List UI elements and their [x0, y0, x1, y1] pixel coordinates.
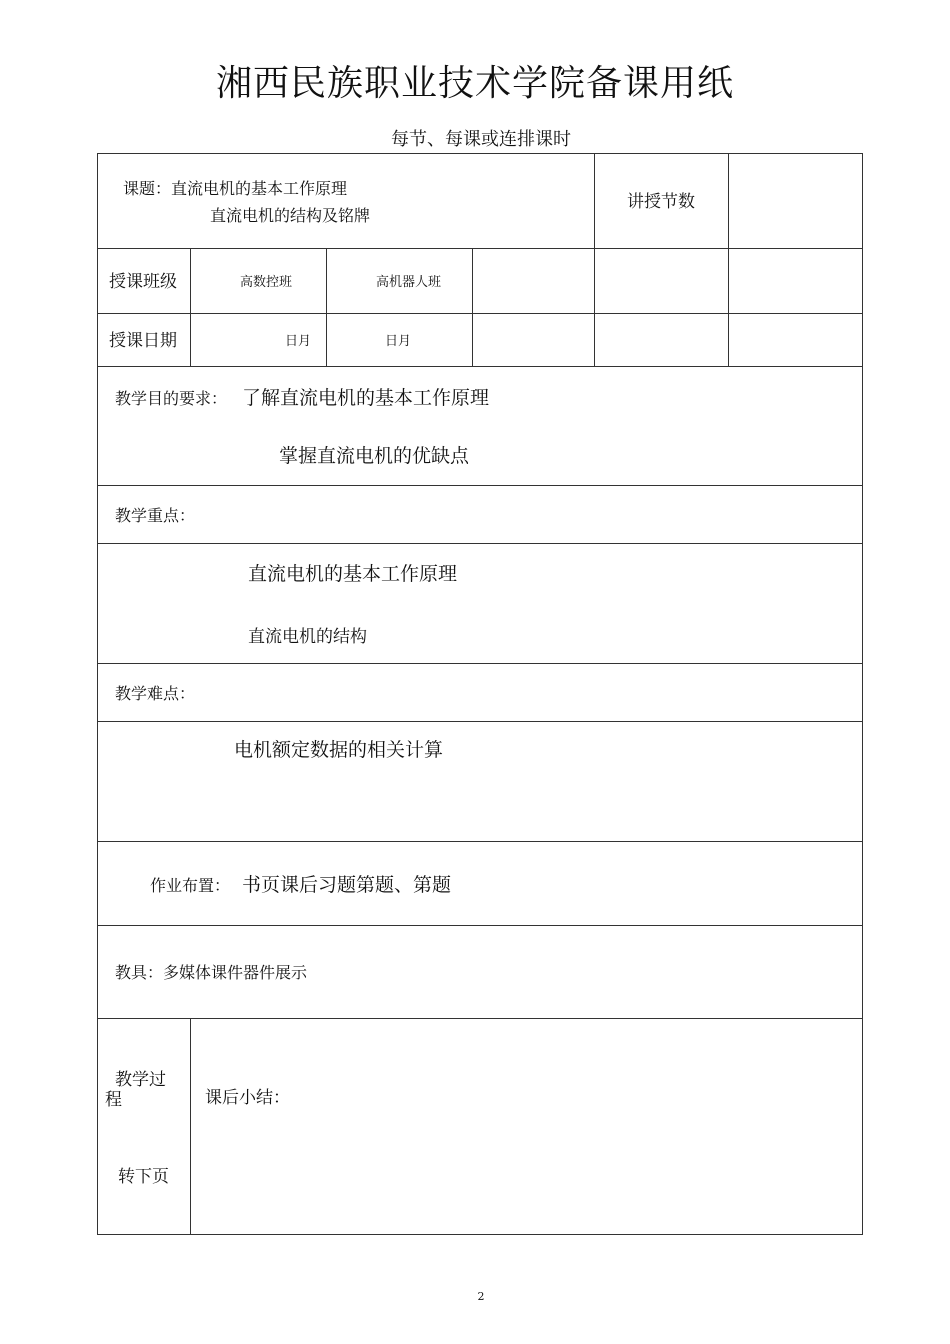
col-divider: [728, 154, 729, 366]
homework-label: 作业布置：: [150, 876, 231, 895]
row-divider: [98, 841, 862, 842]
key-point-item: 直流电机的基本工作原理: [248, 563, 458, 585]
row-divider: [98, 925, 862, 926]
col-divider: [472, 248, 473, 366]
key-point-item: 直流电机的结构: [248, 627, 367, 647]
row-divider: [98, 721, 862, 722]
summary-label: 课后小结：: [205, 1088, 290, 1108]
key-points-label: 教学重点：: [115, 506, 196, 525]
difficulty-item: 电机额定数据的相关计算: [234, 739, 444, 761]
row-divider: [98, 543, 862, 544]
objective-item: 掌握直流电机的优缺点: [279, 445, 470, 467]
date-label: 授课日期: [109, 331, 177, 351]
col-divider: [190, 1018, 191, 1234]
row-divider: [98, 313, 862, 314]
row-divider: [98, 1018, 862, 1019]
turn-page-label: 转下页: [118, 1167, 169, 1187]
row-divider: [98, 485, 862, 486]
process-label-cont: 程: [105, 1090, 122, 1110]
date-2: 日月: [385, 334, 412, 349]
row-divider: [98, 663, 862, 664]
page-title: 湘西民族职业技术学院备课用纸: [215, 63, 734, 104]
page-number: 2: [477, 1290, 485, 1303]
topic-line2: 直流电机的结构及铭牌: [210, 206, 371, 225]
row-divider: [98, 366, 862, 367]
row-divider: [98, 248, 862, 249]
col-divider: [326, 248, 327, 366]
process-label: 教学过: [115, 1070, 166, 1090]
difficulties-label: 教学难点：: [115, 684, 196, 703]
class-1: 高数控班: [240, 275, 293, 290]
page-subtitle: 每节、每课或连排课时: [391, 129, 571, 150]
topic-line1: 课题：直流电机的基本工作原理: [123, 179, 348, 198]
class-label: 授课班级: [109, 272, 177, 292]
col-divider: [594, 154, 595, 366]
objective-item: 了解直流电机的基本工作原理: [242, 387, 490, 409]
col-divider: [190, 248, 191, 366]
date-1: 日月: [285, 334, 312, 349]
objectives-label: 教学目的要求：: [115, 389, 228, 408]
hours-label: 讲授节数: [627, 192, 695, 212]
class-2: 高机器人班: [376, 275, 442, 290]
tools-label: 教具：多媒体课件器件展示: [115, 963, 308, 982]
homework-text: 书页课后习题第题、第题: [242, 874, 452, 896]
lesson-plan-table: [97, 153, 863, 1235]
